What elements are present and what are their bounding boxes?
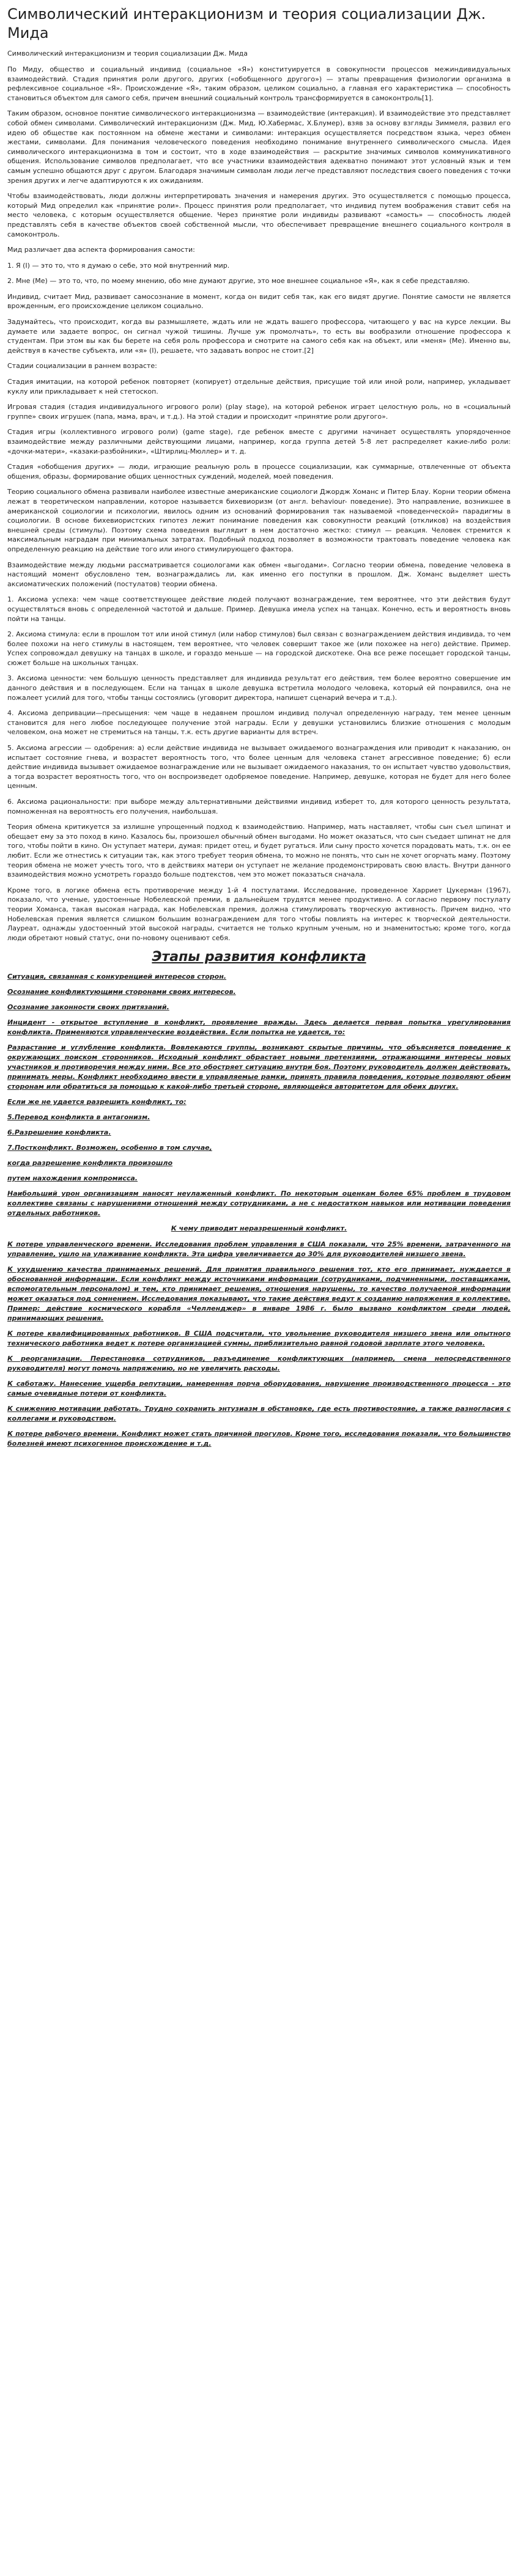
conflict-paragraph: Разрастание и углубление конфликта. Вовлекаются группы, возникают скрытые причины, что объясняется поведение к окружающих поиском сторонников. Исходный конфликт обрастает новыми претензиями, отражающими интересы новых участников и противоречия между ними. Все это обостряет ситуацию внутри боя. Поэтому руководитель должен действовать, принимать меры. Конфликт необходимо ввести в управляемые рамки, принять правила поведения, которые позволяют обеим сторонам или обратиться за помощью к какой-либо третьей стороне, являющейся авторитетом для обеих других. bbox=[7, 1043, 511, 1091]
paragraph: Мид различает два аспекта формирования самости: bbox=[7, 246, 195, 254]
conflict-paragraph: Если же не удается разрешить конфликт, то: bbox=[7, 1098, 187, 1106]
paragraph: Игровая стадия (стадия индивидуального игрового роли) (play stage), на которой ребенок играет целостную роль, но в «социальный группе» своих игрушек (папа, мама, врач, и т.д.). На этой стадии и происходит «принятие роли другого». bbox=[7, 403, 511, 421]
conflict-paragraph: Наибольший урон организациям наносят неулаженный конфликт. По некоторым оценкам более 65% проблем в трудовом коллективе связаны с нарушениями отношений между сотрудниками, а не с недостатком навыков или мотивации поведения отдельных работников. bbox=[7, 1190, 511, 1218]
paragraph: 4. Аксиома депривации—пресыщения: чем чаще в недавнем прошлом индивид получал определенную награду, тем менее ценным становится для него любое последующее получение этой награды. Если у девушки установились близкие отношения с молодым человеком, она может не стремиться на танцы, т.к. есть другие варианты для встреч. bbox=[7, 709, 511, 737]
paragraph: Стадия игры (коллективного игрового роли) (game stage), где ребенок вместе с другими начинает осуществлять упорядоченное взаимодействие между различными действующими лицами, например, когда группа детей 5-8 лет распределяет какие-либо роли: «дочки-матери», «казаки-разбойники», «Штирлиц-Мюллер» и т. д. bbox=[7, 428, 511, 455]
paragraph: 1. Аксиома успеха: чем чаще соответствующее действие людей получают вознаграждение, тем вероятнее, что эти действия будут осуществляться вновь с определенной частотой и дальше. Пример. Девушка имела успех на танцах. Конечно, есть и вероятность вновь пойти на танцы. bbox=[7, 595, 511, 623]
article-subtitle: Символический интеракционизм и теория социализации Дж. Мида bbox=[7, 50, 248, 57]
conflict-paragraph: К реорганизации. Перестановка сотрудников, разъединение конфликтующих (например, смена непосредственного руководителя) могут помочь напряжению, но не увеличить расходы. bbox=[7, 1355, 511, 1373]
conflict-paragraph: К ухудшению качества принимаемых решений. Для принятия правильного решения тот, кто его принимает, нуждается в обоснованной информации. Если конфликт между источниками информации (сотрудниками, подчиненными, поставщиками, вспомогательным персоналом) и тем, кто принимает решения, отношения нарушены, то качество получаемой информации может оказаться под сомнением. Исследования показывают, что такие действия ведут к созданию напряжения в коллективе. Пример: действие космического корабля «Челленджер» в январе 1986 г. было вызвано конфликтом среди людей, принимающих решения. bbox=[7, 1265, 511, 1323]
conflict-paragraph: Осознание конфликтующими сторонами своих интересов. bbox=[7, 988, 236, 996]
paragraph: 3. Аксиома ценности: чем большую ценность представляет для индивида результат его действия, тем более вероятно совершение им данного действия и в последующем. Если на танцах в школе девушка встретила молодого человека, который ей понравился, она не пожалеет усилий для того, чтобы танцы состоялись (уговорит директора, напишет сценарий вечера и т.д.). bbox=[7, 674, 511, 702]
article-title: Символический интеракционизм и теория социализации Дж. Мида bbox=[7, 6, 486, 42]
conflict-paragraph: путем нахождения компромисса. bbox=[7, 1174, 138, 1183]
paragraph: По Миду, общество и социальный индивид (социальное «Я») конституируется в совокупности процессов межиндивидуальных взаимодействий. Стадия принятия роли другого, других («обобщенного другого») — этапы превращения физиологии организма в рефлексивное социальное «Я». Происхождение «Я», таким образом, целиком социально, а главная его характеристика — способность становиться объектом для самого себя, причем внешний социальный контроль трансформируется в самоконтроль[1]. bbox=[7, 65, 511, 102]
conflict-paragraph: когда разрешение конфликта произошло bbox=[7, 1159, 173, 1168]
conflict-section bbox=[7, 949, 511, 1449]
paragraph: Кроме того, в логике обмена есть противоречие между 1-й 4 постулатами. Исследование, проведенное Харриет Цукерман (1967), показало, что ученые, удостоенные Нобелевской премии, в дальнейшем трудятся менее продуктивно. А согласно первому постулату теории Хоманса, такая высокая награда, как Нобелевская премия, должна стимулировать творческую активность. Причем видно, что Нобелевская премия является слишком большим вознаграждением для того чтобы повлиять на интерес к творческой деятельности. Лауреат, однажды удостоенный этой высокой награды, считается не только крупным ученым, но и знаменитостью; кроме того, когда люди обретают новый статус, они по-новому оценивают себя. bbox=[7, 886, 511, 942]
conflict-paragraph: Ситуация, связанная с конкуренцией интересов сторон. bbox=[7, 973, 226, 981]
conflict-paragraph: 7.Постконфликт. Возможен, особенно в том случае, bbox=[7, 1144, 212, 1152]
paragraph: Стадия «обобщения других» — люди, играющие реальную роль в процессе социализации, как суммарные, отвлеченные от объекта общения, образы, формирование общих ценностных суждений, моделей, моей поведения. bbox=[7, 463, 511, 480]
conflict-paragraph: К потере квалифицированных работников. В США подсчитали, что увольнение руководителя низшего звена или опытного технического работника ведет к потере организацией суммы, приблизительно равной годовой зарплате этого человека. bbox=[7, 1330, 511, 1348]
conflict-paragraph: К снижению мотивации работать. Трудно сохранить энтузиазм в обстановке, где есть противостояние, а также разногласия с коллегами и руководством. bbox=[7, 1405, 511, 1423]
article-body bbox=[7, 65, 511, 943]
conflict-paragraph: К потере управленческого времени. Исследования проблем управления в США показали, что 25% времени, затраченного на управление, ушло на улаживание конфликта. Эта цифра увеличивается до 30% для руководителей низшего звена. bbox=[7, 1240, 511, 1259]
conflict-paragraph: К потере рабочего времени. Конфликт может стать причиной прогулов. Кроме того, исследования показали, что большинство болезней имеют психогенное происхождение и т.д. bbox=[7, 1430, 511, 1448]
paragraph: 1. Я (I) — это то, что я думаю о себе, это мой внутренний мир. bbox=[7, 261, 230, 270]
conflict-paragraph: Инцидент - открытое вступление в конфликт, проявление вражды. Здесь делается первая попытка урегулирования конфликта. Применяются управленческие воздействия. Если попытка не удается, то: bbox=[7, 1018, 511, 1037]
paragraph: Теория обмена критикуется за излишне упрощенный подход к взаимодействию. Например, мать наставляет, чтобы сын съел шпинат и обещает ему за это поход в кино. Казалось бы, произошел обычный обмен выгодами. Но может оказаться, что сын съедает шпинат не для того, чтобы пойти в кино. Он уступает матери, думая: придет отец, и будет ругаться. Или сыну просто хочется порадовать мать, т.к. он ее любит. Если же отнестись к ситуации так, как этого требует теория обмена, то можно не понять, что сын не хочет огорчать маму. Поэтому теория обмена не может учесть того, что в действиях матери он уступает не желание продемонстрировать свою власть. Внутри данного взаимодействия можно усмотреть гораздо больше подтекстов, чем это может показаться сначала. bbox=[7, 823, 511, 879]
paragraph: Таким образом, основное понятие символического интеракционизма — взаимодействие (интеракция). И взаимодействие это представляет собой обмен символами. Символический интеракционизм (Дж. Мид, Ю.Хабермас, Х.Блумер), взяв за основу взгляды Зиммеля, развил его идею об обществе как постоянном на обмене жестами и символами: интеракция осуществляется посредством языка, через обмен жестами, символами. Для понимания человеческого поведения необходимо понимание внутреннего символического смысла. Идея символического интеракционизма в том и состоит, что в ходе взаимодействия — раскрытие значимых символов коммуникативного общения. Использование символов предполагает, что все участники взаимодействия адекватно понимают этот условный язык и тем самым успешно общаются друг с другом. Благодаря значимым символам люди легче представляют последствия своего поведения с точки зрения других и легче адаптируются к их ожиданиям. bbox=[7, 109, 511, 185]
conflict-paragraph: К саботажу. Нанесение ущерба репутации, намеренная порча оборудования, нарушение производственного процесса - это самые очевидные потери от конфликта. bbox=[7, 1380, 511, 1398]
paragraph: 2. Аксиома стимула: если в прошлом тот или иной стимул (или набор стимулов) был связан с вознаграждением действия индивида, то чем более похожи на него стимулы в настоящем, тем вероятнее, что человек совершит такое же (или похожее на него) действие. Пример. Успех сопровождал девушку на танцах в школе, и гораздо меньше — на городской дискотеке. Она все реже посещает городской танцы, сюжет больше на школьных танцах. bbox=[7, 630, 511, 667]
paragraph: 2. Мне (Me) — это то, что, по моему мнению, обо мне думают другие, это мое внешнее социальное «Я», как я себе представляю. bbox=[7, 277, 470, 285]
conflict-paragraph: 5.Перевод конфликта в антагонизм. bbox=[7, 1113, 150, 1122]
paragraph: Чтобы взаимодействовать, люди должны интерпретировать значения и намерения других. Это осуществляется с помощью процесса, который Мид определил как «принятие роли». Процесс принятия роли предполагает, что индивид путем воображения ставит себя на место человека, с которым осуществляется общение. Через принятие роли индивиды развивают «самость» — способность людей представлять себя в качестве объектов своей собственной мысли, что обеспечивает превращение внешнего социального контроля в самоконтроль. bbox=[7, 192, 511, 238]
conflict-paragraph: 6.Разрешение конфликта. bbox=[7, 1128, 111, 1137]
paragraph: Взаимодействие между людьми рассматривается социологами как обмен «выгодами». Согласно теории обмена, поведение человека в настоящий момент обусловлено тем, вознаграждались ли, как именно его поступки в прошлом. Дж. Хоманс выделяет шесть аксиоматических положений (постулатов) теории обмена. bbox=[7, 561, 511, 588]
paragraph: Стадии социализации в раннем возрасте: bbox=[7, 362, 157, 370]
conflict-paragraph: Осознание законности своих притязаний. bbox=[7, 1003, 169, 1012]
paragraph: Теорию социального обмена развивали наиболее известные американские социологи Джордж Хоманс и Питер Блау. Корни теории обмена лежат в теоретическом направлении, которое называется бихевиоризм (от англ. behaviour- поведение). Это направление, возникшее в американской социологии и психологии, явилось одним из оснований формирования так называемой «поведенческой» парадигмы в социологии. В основе бихевиористских гипотез лежит понимание поведения как совокупности реакций (откликов) на воздействия внешней среды (стимулы). Поэтому схема поведения выглядит в нем достаточно жестко: стимул — реакция. Человек стремится к максимальным наградам при минимальных затратах. Подобный подход позволяет в возможности трактовать поведение человека как определенную реакцию на действие того или иного стимулирующего фактора. bbox=[7, 488, 511, 553]
paragraph: Индивид, считает Мид, развивает самосознание в момент, когда он видит себя так, как его видят другие. Понятие самости не является врожденным, его происхождение целиком социально. bbox=[7, 292, 511, 311]
conflict-subheading: К чему приводит неразрешенный конфликт. bbox=[171, 1224, 347, 1233]
paragraph: Задумайтесь, что происходит, когда вы размышляете, ждать или не ждать вашего профессора, читающего у вас на курсе лекции. Вы думаете или задаете вопрос, он сигнал чужой тишины. Лучше уж промолчать», то есть вы вообразили отношение профессора к студентам. При этом вы как бы берете на себя роль профессора и смотрите на самого себя как на объект, или «меня» (Me). Именно вы, действуя в качестве субъекта, или «я» (I), решаете, что задавать вопрос не стоит.[2] bbox=[7, 318, 511, 355]
paragraph: 5. Аксиома агрессии — одобрения: а) если действие индивида не вызывает ожидаемого вознаграждения или приводит к наказанию, он испытает состояние гнева, и возрастет вероятность того, что более ценным для человека станет агрессивное поведение; б) если действие индивида вызывает ожидаемое вознаграждение или не вызывает ожидаемого наказания, то он испытает чувство удовольствия, а тогда возрастет вероятность того, что он воспроизведет одобряемое поведение. Например, девушке, которая не будет для него более ценным. bbox=[7, 744, 511, 790]
paragraph: 6. Аксиома рациональности: при выборе между альтернативными действиями индивид изберет то, для которого ценность результата, помноженная на вероятность его получения, наибольшая. bbox=[7, 798, 511, 815]
conflict-section-heading: Этапы развития конфликта bbox=[152, 949, 366, 965]
paragraph: Стадия имитации, на которой ребенок повторяет (копирует) отдельные действия, присущие той или иной роли, например, укладывает куклу или прикладывает к ней стетоскоп. bbox=[7, 378, 511, 396]
